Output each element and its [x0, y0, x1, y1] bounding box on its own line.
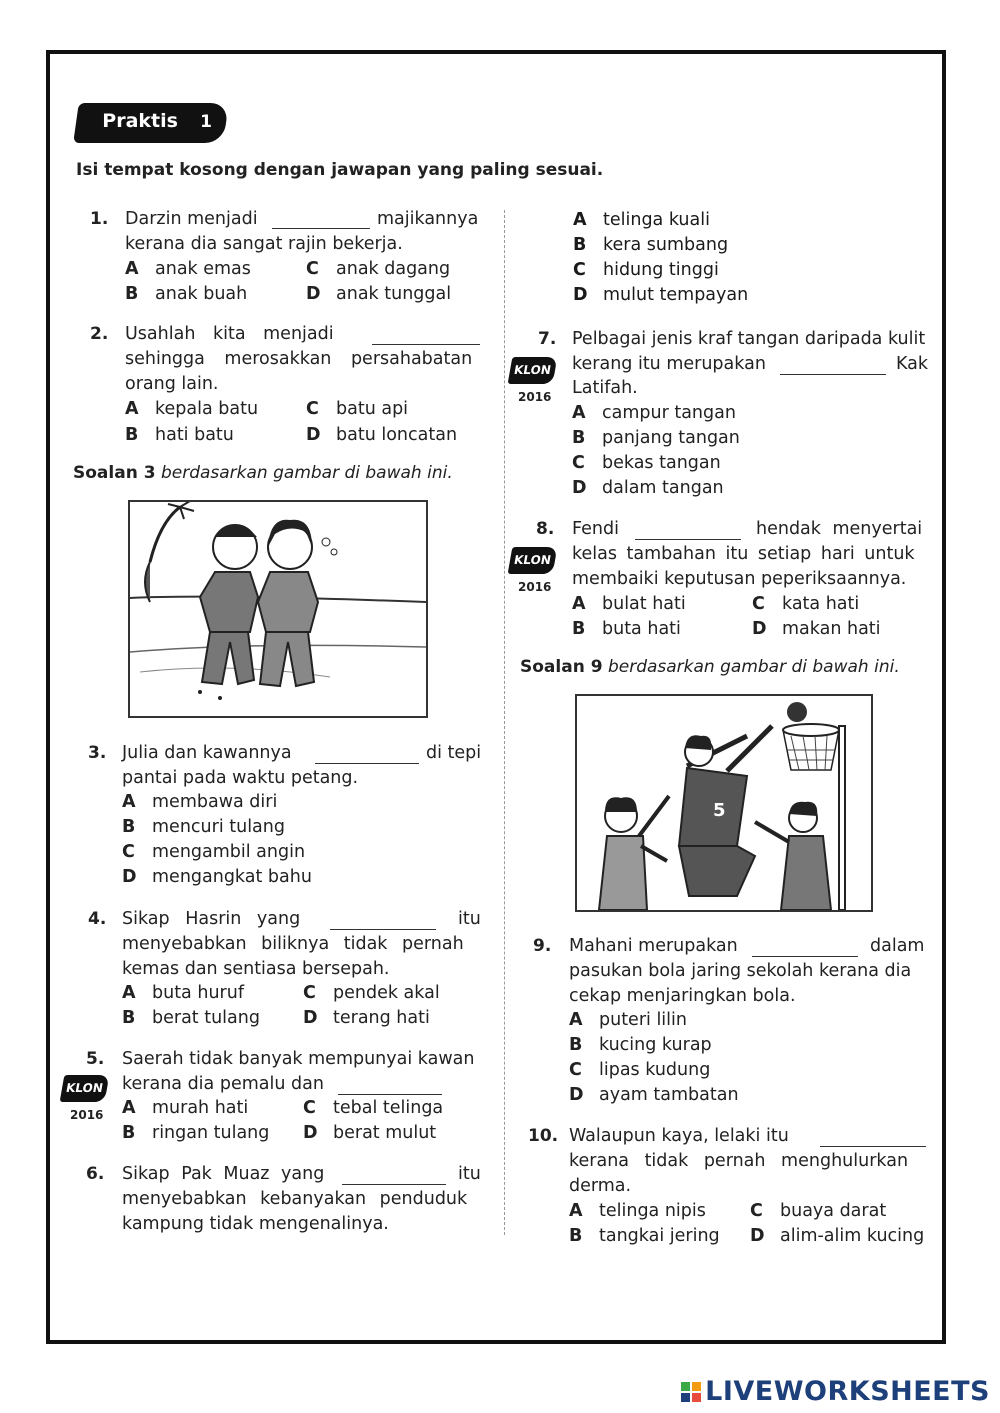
netball-picture [575, 694, 873, 912]
banner-number: 1 [200, 112, 212, 132]
beach-picture [128, 500, 428, 718]
q9-blank[interactable] [752, 942, 858, 957]
q5-blank[interactable] [338, 1080, 442, 1095]
q10-option-b[interactable]: B tangkai jering [569, 1226, 720, 1246]
q3-option-c[interactable]: C mengambil angin [122, 842, 306, 862]
q4-option-b[interactable]: B berat tulang [122, 1008, 260, 1028]
klon-2016-badge-q8: KLON 2016 [510, 547, 564, 600]
q2-option-b[interactable]: B hati batu [125, 425, 234, 445]
q1-option-b[interactable]: B anak buah [125, 284, 248, 304]
liveworksheets-logo-icon [681, 1382, 701, 1402]
q8-option-c[interactable]: C kata hati [752, 594, 860, 614]
instruction: Isi tempat kosong dengan jawapan yang paling sesuai. [76, 160, 604, 180]
banner-label: Praktis [102, 110, 178, 132]
klon-2016-badge-q5: KLON 2016 [62, 1075, 116, 1128]
q10-option-d[interactable]: D alim-alim kucing [750, 1226, 925, 1246]
q4-option-c[interactable]: C pendek akal [303, 983, 440, 1003]
q6-option-b[interactable]: B kera sumbang [573, 235, 729, 255]
q7-option-b[interactable]: B panjang tangan [572, 428, 740, 448]
q3-caption: Soalan 3 berdasarkan gambar di bawah ini. [73, 463, 453, 483]
q4-option-d[interactable]: D terang hati [303, 1008, 430, 1028]
q1-number: 1. [90, 209, 109, 229]
q10-blank[interactable] [820, 1132, 926, 1147]
q6-option-d[interactable]: D mulut tempayan [573, 285, 749, 305]
q2-option-c[interactable]: C batu api [306, 399, 409, 419]
q1-blank[interactable] [272, 214, 370, 229]
q10-option-c[interactable]: C buaya darat [750, 1201, 887, 1221]
q2-blank[interactable] [372, 330, 480, 345]
q9-option-d[interactable]: D ayam tambatan [569, 1085, 739, 1105]
q9-option-b[interactable]: B kucing kurap [569, 1035, 712, 1055]
q6-blank[interactable] [342, 1170, 446, 1185]
q5-option-a[interactable]: A murah hati [122, 1098, 249, 1118]
q3-option-d[interactable]: D mengangkat bahu [122, 867, 312, 887]
liveworksheets-logo[interactable] [681, 1376, 990, 1407]
q6-option-a[interactable]: A telinga kuali [573, 210, 710, 230]
praktis-banner [73, 103, 229, 143]
q7-option-d[interactable]: D dalam tangan [572, 478, 724, 498]
q9-caption: Soalan 9 berdasarkan gambar di bawah ini. [520, 657, 900, 677]
q5-option-b[interactable]: B ringan tulang [122, 1123, 270, 1143]
q6-option-c[interactable]: C hidung tinggi [573, 260, 719, 280]
q9-option-a[interactable]: A puteri lilin [569, 1010, 687, 1030]
jersey-number: 5 [713, 800, 726, 821]
q4-blank[interactable] [330, 915, 436, 930]
q7-blank[interactable] [780, 360, 886, 375]
q8-option-d[interactable]: D makan hati [752, 619, 881, 639]
q7-option-c[interactable]: C bekas tangan [572, 453, 721, 473]
q5-option-c[interactable]: C tebal telinga [303, 1098, 444, 1118]
logo-text: LIVEWORKSHEETS [705, 1376, 990, 1407]
q1-option-d[interactable]: D anak tunggal [306, 284, 452, 304]
q7-option-a[interactable]: A campur tangan [572, 403, 736, 423]
q8-option-b[interactable]: B buta hati [572, 619, 681, 639]
q2-option-d[interactable]: D batu loncatan [306, 425, 458, 445]
q8-option-a[interactable]: A bulat hati [572, 594, 686, 614]
q1-option-a[interactable]: A anak emas [125, 259, 251, 279]
q9-option-c[interactable]: C lipas kudung [569, 1060, 711, 1080]
q3-blank[interactable] [315, 749, 419, 764]
q3-option-b[interactable]: B mencuri tulang [122, 817, 285, 837]
q8-blank[interactable] [635, 525, 741, 540]
q1-option-c[interactable]: C anak dagang [306, 259, 451, 279]
q4-option-a[interactable]: A buta huruf [122, 983, 244, 1003]
q5-option-d[interactable]: D berat mulut [303, 1123, 437, 1143]
column-divider [504, 210, 506, 1235]
q10-option-a[interactable]: A telinga nipis [569, 1201, 706, 1221]
q2-option-a[interactable]: A kepala batu [125, 399, 259, 419]
q3-option-a[interactable]: A membawa diri [122, 792, 278, 812]
klon-2016-badge-q7: KLON 2016 [510, 357, 564, 410]
